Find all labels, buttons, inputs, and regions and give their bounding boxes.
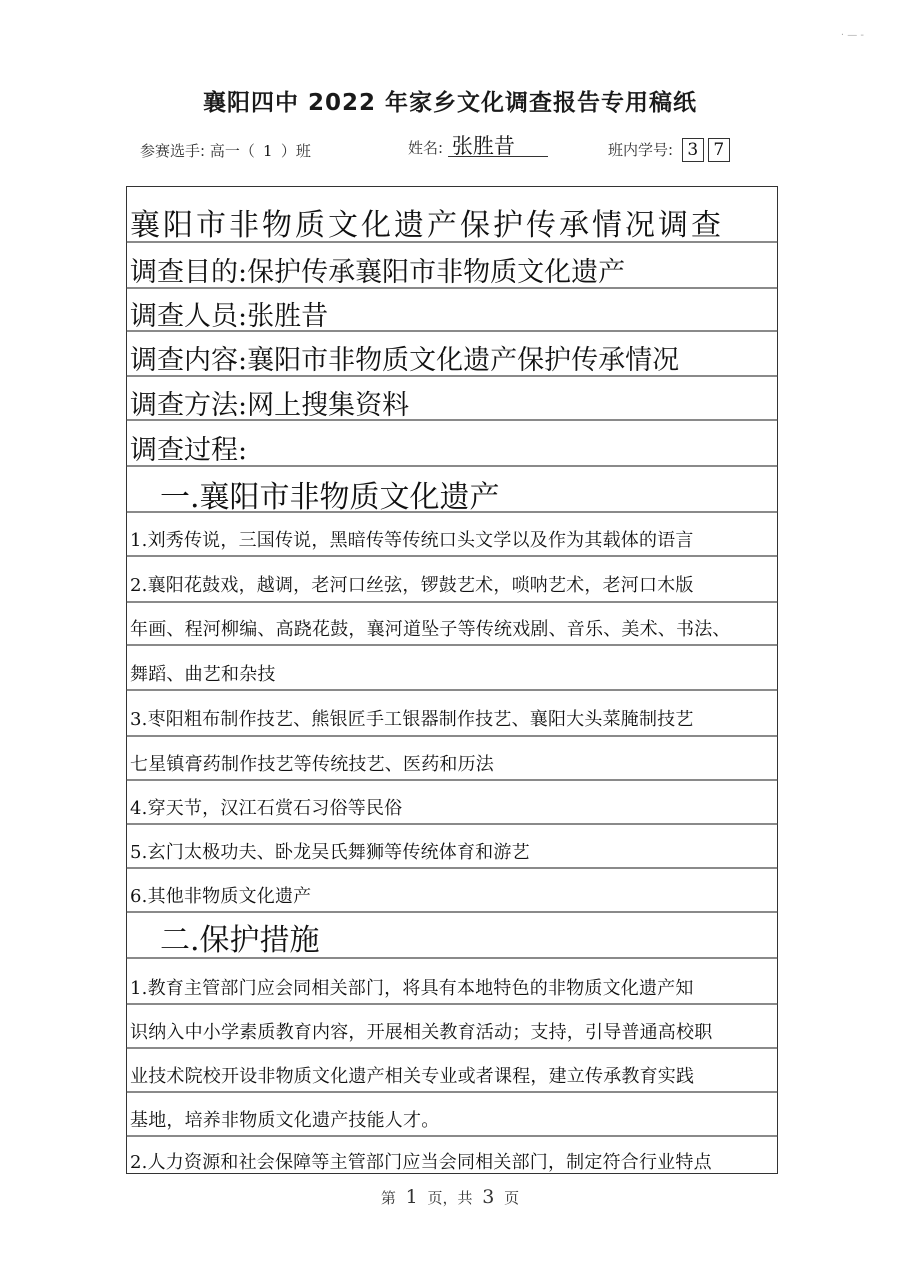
page-current: 1 [405,1186,418,1208]
student-number-info [608,138,730,162]
scan-mark: · — - [840,30,864,41]
page-title: 襄阳四中 2022 年家乡文化调查报告专用稿纸 [202,90,698,116]
class-suffix: ）班 [280,142,311,160]
report-title: 襄阳市非物质文化遗产保护传承情况调查 [130,208,724,243]
student-no-digit-2: 7 [708,138,730,162]
section-heading: 二.保护措施 [160,923,320,958]
student-no-label: 班内学号: [608,141,674,159]
text-line: 七星镇膏药制作技艺等传统技艺、医药和历法 [130,754,494,775]
name-value: 张胜昔 [448,136,548,157]
name-info [408,136,548,158]
section-heading: 一.襄阳市非物质文化遗产 [160,480,500,515]
contestant-label: 参赛选手: 高一（ [140,142,255,160]
name-label: 姓名: [408,139,444,157]
text-line: 2.人力资源和社会保障等主管部门应当会同相关部门，制定符合行业特点 [130,1152,712,1173]
student-no-digit-1: 3 [682,138,704,162]
text-line: 5.玄门太极功夫、卧龙吴氏舞狮等传统体育和游艺 [130,842,530,863]
text-line: 1.刘秀传说，三国传说，黑暗传等传统口头文学以及作为其载体的语言 [130,530,694,551]
page-footer [0,1186,900,1208]
text-line: 识纳入中小学素质教育内容，开展相关教育活动；支持，引导普通高校职 [130,1022,713,1043]
text-line: 基地，培养非物质文化遗产技能人才。 [130,1110,440,1131]
text-line: 6.其他非物质文化遗产 [130,886,312,907]
text-line: 调查方法:网上搜集资料 [130,390,410,421]
text-line: 调查人员:张胜昔 [130,301,329,332]
class-number: 1 [263,142,273,160]
text-line: 调查目的:保护传承襄阳市非物质文化遗产 [130,257,626,288]
text-line: 舞蹈、曲艺和杂技 [130,664,276,685]
text-line: 1.教育主管部门应会同相关部门，将具有本地特色的非物质文化遗产知 [130,978,694,999]
page-suffix: 页 [504,1189,520,1207]
contestant-info [140,140,311,161]
text-line: 3.枣阳粗布制作技艺、熊银匠手工银器制作技艺、襄阳大头菜腌制技艺 [130,709,694,730]
page-middle: 页，共 [427,1189,473,1207]
text-line: 调查内容:襄阳市非物质文化遗产保护传承情况 [130,345,680,376]
page-total: 3 [482,1186,495,1208]
text-line: 年画、程河柳编、高跷花鼓，襄河道坠子等传统戏剧、音乐、美术、书法、 [130,619,731,640]
text-line: 4.穿天节，汉江石赏石习俗等民俗 [130,798,403,819]
page-prefix: 第 [380,1189,396,1207]
text-line: 业技术院校开设非物质文化遗产相关专业或者课程，建立传承教育实践 [130,1066,695,1087]
text-line: 2.襄阳花鼓戏，越调，老河口丝弦，锣鼓艺术，唢呐艺术，老河口木版 [130,575,694,596]
text-line: 调查过程: [130,435,248,466]
